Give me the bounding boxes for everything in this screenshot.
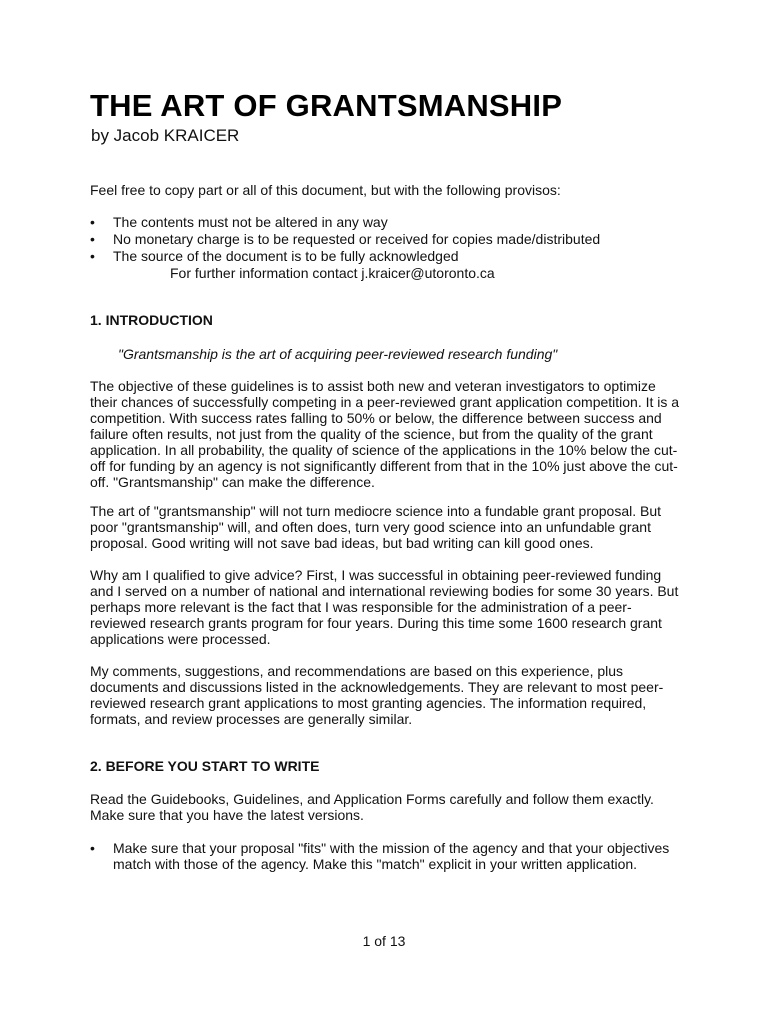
paragraph-text: The objective of these guidelines is to assist both new and veteran investigators to optimize their chances of successfully competing in a peer-reviewed grant application competition. It is a competition. With success rates falling to 50% or below, the difference between success and failure often results, not just from the quality of the science, but from the quality of the grant application. In all probability, the quality of science of the applications in the 10% below the cut-off for funding by an agency is not significantly different from that in the 10% just above the cut-off. "Grantsmanship" can make the difference. — [90, 378, 680, 490]
bullet-icon: • — [90, 214, 95, 230]
list-item — [90, 231, 682, 247]
bullet-icon: • — [90, 248, 95, 264]
paragraph-text: Why am I qualified to give advice? First, I was successful in obtaining peer-reviewed funding and I served on a number of national and international reviewing bodies for some 30 years. But perhaps more relevant is the fact that I was responsible for the administration of a peer-reviewed research grants program for four years. During this time some 1600 research grant applications were processed. — [90, 567, 679, 647]
list-item — [90, 840, 682, 872]
proviso-text: The contents must not be altered in any way — [113, 214, 388, 230]
provisos-list — [90, 214, 682, 264]
paragraph-text: Read the Guidebooks, Guidelines, and Application Forms carefully and follow them exactly. Make sure that you have the latest versions. — [90, 791, 654, 823]
before-you-start-paragraph — [90, 791, 682, 823]
before-you-start-list — [90, 840, 682, 873]
page-number: 1 of 13 — [362, 933, 406, 949]
introduction-paragraph-1 — [90, 378, 682, 490]
introduction-paragraph-2 — [90, 503, 682, 551]
bullet-icon: • — [90, 231, 95, 247]
author-byline: by Jacob KRAICER — [91, 126, 240, 145]
paragraph-text: The art of "grantsmanship" will not turn mediocre science into a fundable grant proposal. But poor "grantsmanship" will, and often does, turn very good science into an unfundable grant proposal. Good writing will not save bad ideas, but bad writing can kill good ones. — [90, 503, 662, 551]
introduction-quote: "Grantsmanship is the art of acquiring peer-reviewed research funding" — [118, 346, 558, 362]
introduction-paragraph-3 — [90, 567, 682, 647]
provisos-block — [90, 182, 682, 281]
list-item — [90, 214, 682, 230]
bullet-text: Make sure that your proposal "fits" with the mission of the agency and that your objectives match with those of the agency. Make this "match" explicit in your written application. — [113, 840, 670, 872]
bullet-icon: • — [90, 840, 95, 856]
proviso-text: The source of the document is to be fully acknowledged — [113, 248, 459, 264]
list-item — [90, 248, 682, 264]
bullet-list — [90, 840, 682, 872]
document-title: THE ART OF GRANTSMANSHIP — [90, 88, 563, 123]
section-heading-before-you-start: 2. BEFORE YOU START TO WRITE — [90, 758, 320, 774]
introduction-paragraph-4 — [90, 663, 682, 727]
paragraph-text: My comments, suggestions, and recommendations are based on this experience, plus documents and discussions listed in the acknowledgements. They are relevant to most peer-reviewed research grant applications to most granting agencies. The information required, formats, and review processes are generally similar. — [90, 663, 664, 727]
contact-line: For further information contact j.kraicer@utoronto.ca — [170, 265, 495, 281]
proviso-text: No monetary charge is to be requested or received for copies made/distributed — [113, 231, 601, 247]
provisos-intro: Feel free to copy part or all of this document, but with the following provisos: — [90, 182, 561, 198]
section-heading-introduction: 1. INTRODUCTION — [90, 312, 213, 328]
